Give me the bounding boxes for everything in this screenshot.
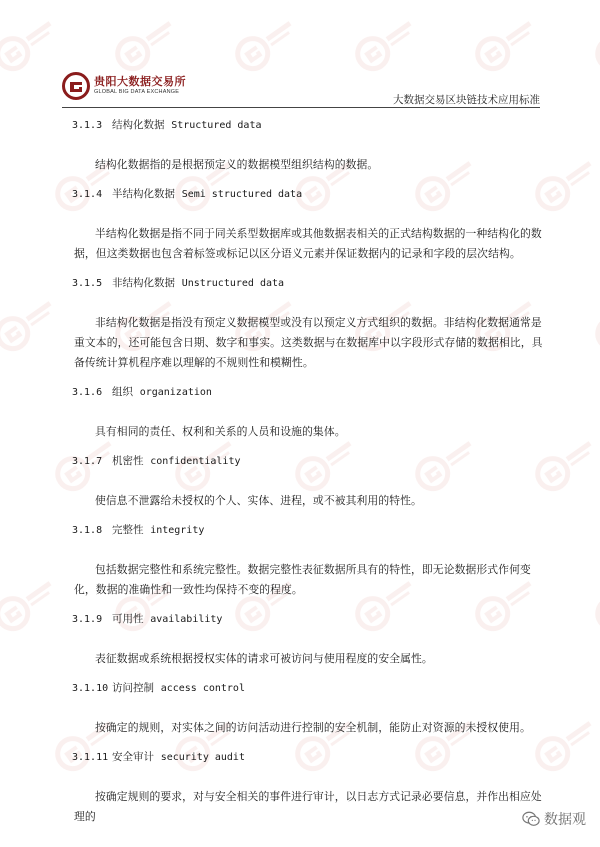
term-number: 3.1.8 — [72, 525, 103, 536]
term-heading — [72, 681, 546, 696]
term-name-en: integrity — [150, 525, 205, 536]
term-name-cn: 访问控制 — [112, 682, 154, 694]
term-number: 3.1.3 — [72, 120, 103, 131]
watermark-logo-icon — [470, 10, 540, 80]
logo-name-cn: 贵阳大数据交易所 — [94, 75, 186, 89]
term-name-en: Structured data — [171, 120, 262, 131]
term-name-en: organization — [139, 387, 212, 398]
term-name-en: security audit — [160, 752, 245, 763]
footer-brand-text: 数据观 — [544, 812, 586, 828]
term-heading — [72, 454, 546, 469]
term-definition: 具有相同的责任、权利和关系的人员和设施的集体。 — [95, 425, 346, 438]
term-definition: 按确定规则的要求，对与安全相关的事件进行审计，以日志方式记录必要信息，并作出相应处理的 — [74, 790, 542, 823]
term-name-cn: 完整性 — [112, 524, 144, 536]
term-number: 3.1.7 — [72, 456, 103, 467]
watermark-logo-icon — [0, 290, 60, 360]
term-name-en: access control — [160, 683, 245, 694]
header-divider — [62, 107, 540, 108]
term-heading — [72, 612, 546, 627]
logo-name-en: GLOBAL BIG DATA EXCHANGE — [94, 89, 180, 96]
watermark-logo-icon — [0, 570, 60, 640]
term-name-en: Semi structured data — [181, 189, 303, 200]
term-name-en: Unstructured data — [181, 278, 285, 289]
term-name-cn: 结构化数据 — [112, 119, 165, 131]
term-number: 3.1.9 — [72, 614, 103, 625]
footer-brand — [522, 809, 586, 829]
term-name-cn: 安全审计 — [112, 751, 154, 763]
watermark-logo-icon — [0, 10, 60, 80]
logo-mark-icon — [62, 72, 90, 100]
term-number: 3.1.6 — [72, 387, 103, 398]
term-heading — [72, 276, 546, 291]
exchange-logo — [62, 72, 186, 100]
watermark-logo-icon — [590, 570, 600, 640]
watermark-logo-icon — [590, 290, 600, 360]
term-number: 3.1.11 — [72, 752, 109, 763]
term-definition: 半结构化数据是指不同于同关系型数据库或其他数据表相关的正式结构数据的一种结构化的数据，但这类数据也包含着标签或标记以区分语义元素并保证数据内的记录和字段的层次结构。 — [74, 227, 542, 260]
term-definition: 非结构化数据是指没有预定义数据模型或没有以预定义方式组织的数据。非结构化数据通常是重文本的，还可能包含日期、数字和事实。这类数据与在数据库中以字段形式存储的数据相比，具备传统计算机程序难以理解的不规则性和模糊性。 — [74, 316, 543, 369]
document-title: 大数据交易区块链技术应用标准 — [393, 94, 540, 106]
term-name-cn: 组织 — [112, 386, 133, 398]
term-number: 3.1.5 — [72, 278, 103, 289]
document-body — [74, 118, 546, 827]
term-name-en: availability — [150, 614, 223, 625]
watermark-logo-icon — [590, 10, 600, 80]
watermark-logo-icon — [350, 10, 420, 80]
term-number: 3.1.4 — [72, 189, 103, 200]
term-name-en: confidentiality — [150, 456, 241, 467]
term-name-cn: 半结构化数据 — [112, 188, 175, 200]
watermark-logo-icon — [110, 10, 180, 80]
term-definition: 按确定的规则，对实体之间的访问活动进行控制的安全机制，能防止对资源的未授权使用。 — [95, 721, 531, 734]
term-heading — [72, 385, 546, 400]
term-definition: 结构化数据指的是根据预定义的数据模型组织结构的数据。 — [95, 158, 379, 171]
term-heading — [72, 187, 546, 202]
term-heading — [72, 118, 546, 133]
watermark-logo-icon — [230, 10, 300, 80]
term-definition: 使信息不泄露给未授权的个人、实体、进程，或不被其利用的特性。 — [95, 494, 422, 507]
page-header — [62, 72, 540, 108]
term-name-cn: 机密性 — [112, 455, 144, 467]
term-definition: 包括数据完整性和系统完整性。数据完整性表征数据所具有的特性，即无论数据形式作何变化，数据的准确性和一致性均保持不变的程度。 — [74, 563, 531, 596]
term-name-cn: 可用性 — [112, 613, 144, 625]
term-heading — [72, 523, 546, 538]
term-name-cn: 非结构化数据 — [112, 277, 175, 289]
wechat-icon — [522, 810, 540, 828]
term-heading — [72, 750, 546, 765]
term-definition: 表征数据或系统根据授权实体的请求可被访问与使用程度的安全属性。 — [95, 652, 433, 665]
term-number: 3.1.10 — [72, 683, 109, 694]
